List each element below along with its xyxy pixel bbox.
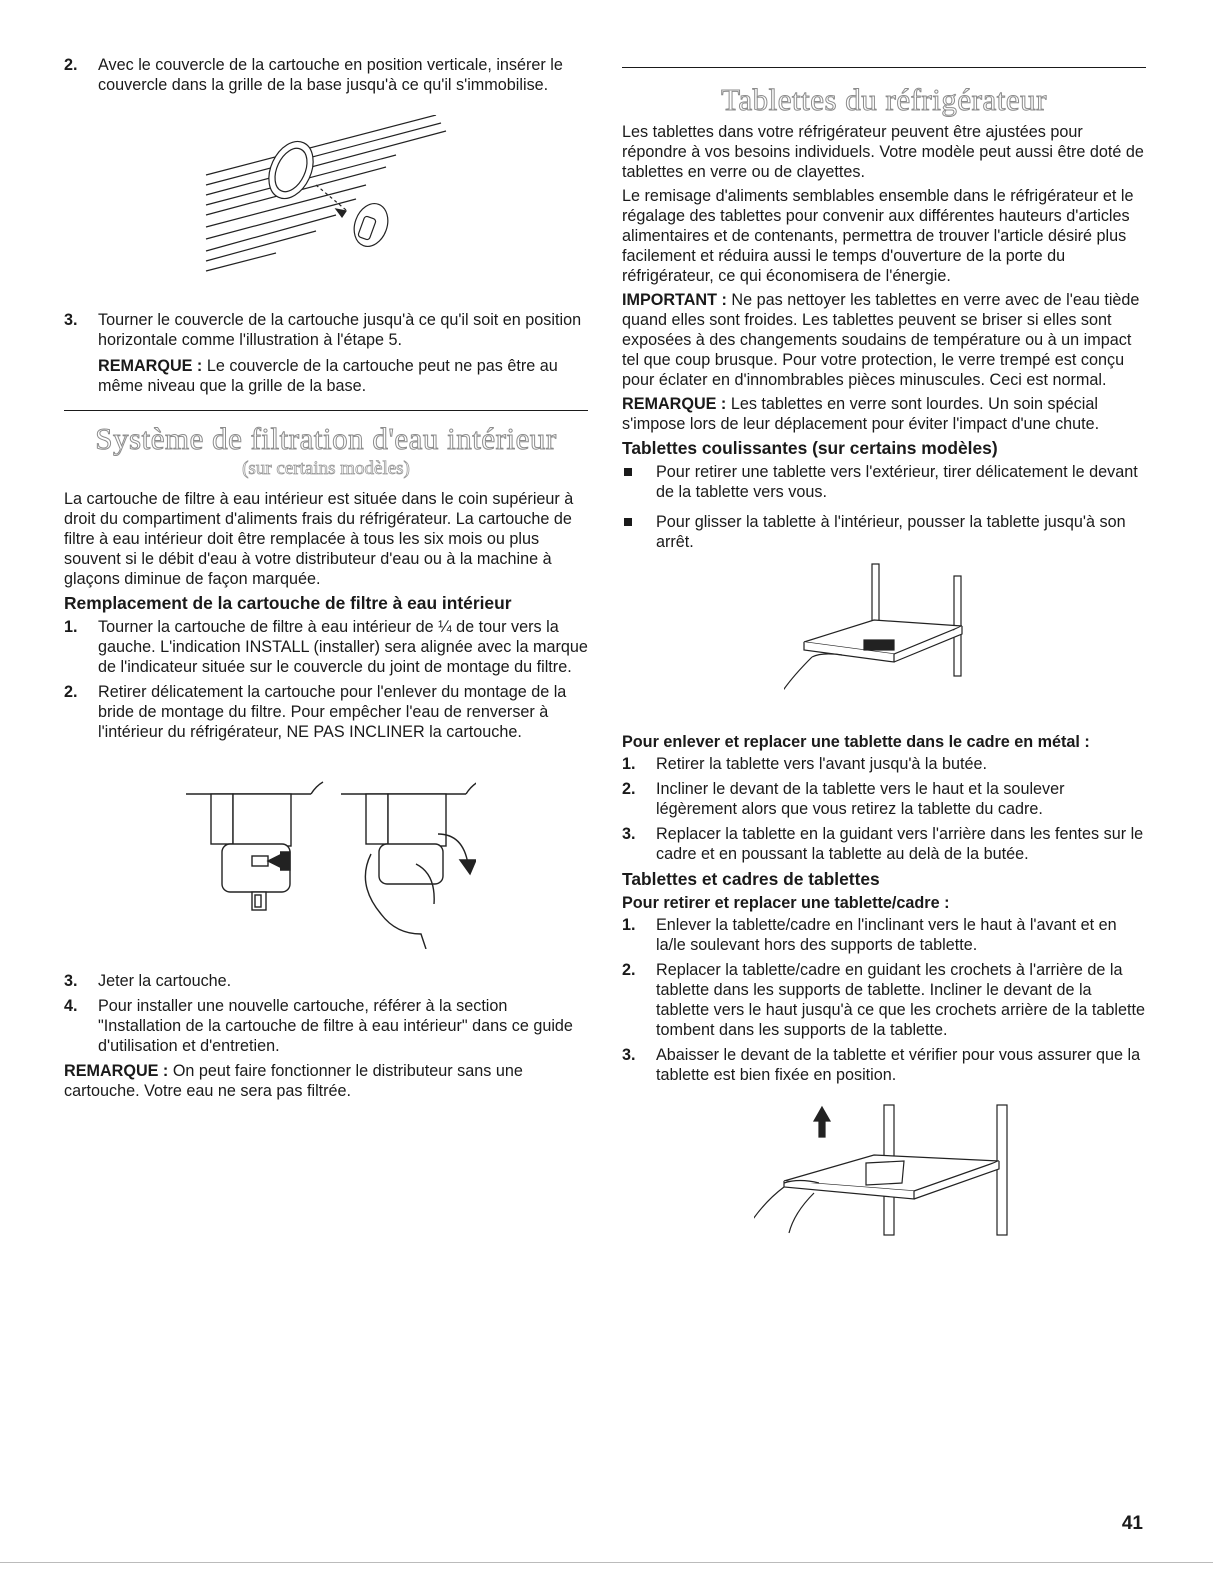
step-number: 2. xyxy=(622,780,636,798)
step-text: Jeter la cartouche. xyxy=(98,972,232,990)
intro-step-3 xyxy=(64,310,588,396)
intro-step-2 xyxy=(64,55,588,95)
shelves-para-2: Le remisage d'aliments semblables ensemble dans le réfrigérateur et le régalage des tablettes pour convenir aux différentes hauteurs d'articles alimentaires et de contenants, permettra de trouver l'article désiré plus facilement et réduira aussi le temps d'ouverture de la porte du réfrigérateur, ce qui économisera de l'énergie. xyxy=(622,187,1134,285)
step-number: 1. xyxy=(622,755,636,773)
step-number: 2. xyxy=(64,683,78,701)
step-number: 3. xyxy=(622,825,636,843)
remark-note xyxy=(622,394,1146,434)
important-text: Ne pas nettoyer les tablettes en verre avec de l'eau tiède quand elles sont froides. Les tablettes peuvent se briser si elles sont exposées à des changements soudains de température ou à un impact tel que coup brusque. Pour votre protection, le verre trempé est conçu pour éclater en d'innombrables pièces minuscules. Ceci est normal. xyxy=(622,291,1140,389)
section-title: Tablettes du réfrigérateur xyxy=(721,82,1047,117)
bullet-text: Pour glisser la tablette à l'intérieur, pousser la tablette jusqu'à son arrêt. xyxy=(656,513,1126,551)
sliding-bullet xyxy=(622,462,1146,502)
step-text: Enlever la tablette/cadre en l'inclinant vers le haut à l'avant et en la/le soulevant hors des supports de tablette. xyxy=(656,916,1117,954)
step-number: 3. xyxy=(64,311,78,329)
filter-removal-illustration xyxy=(176,774,476,949)
remark-label: REMARQUE : xyxy=(98,357,203,375)
step-text: Abaisser le devant de la tablette et vérifier pour vous assurer que la tablette est bien fixée en position. xyxy=(656,1046,1141,1084)
step-text: Tourner la cartouche de filtre à eau intérieur de ¼ de tour vers la gauche. L'indication INSTALL (installer) sera alignée avec la marque de l'indicateur située sur le couvercle du joint de montage du filtre. xyxy=(98,618,588,676)
important-label: IMPORTANT : xyxy=(622,291,727,309)
replace-step-1 xyxy=(64,617,588,677)
step-number: 1. xyxy=(64,618,78,636)
metal-step-2 xyxy=(622,779,1146,819)
left-column xyxy=(64,55,588,1105)
step-number: 2. xyxy=(64,56,78,74)
after-step-3 xyxy=(64,971,588,991)
frames-step-2 xyxy=(622,960,1146,1040)
remark-label: REMARQUE : xyxy=(622,395,727,413)
right-column xyxy=(622,55,1146,1238)
step-number: 1. xyxy=(622,916,636,934)
step-text: Retirer délicatement la cartouche pour l'enlever du montage de la bride de montage du filtre. Pour empêcher l'eau de renverser à l'intérieur du réfrigérateur, NE PAS INCLINER la cartouche. xyxy=(98,683,567,741)
step-text: Replacer la tablette/cadre en guidant les crochets à l'arrière de la tablette dans les supports de tablette. Incliner le devant de la tablette vers le haut jusqu'à ce que les crochets arrière de la tablette tombent dans les supports de la tablette. xyxy=(656,961,1146,1039)
step-number: 3. xyxy=(622,1046,636,1064)
frames-subheading: Pour retirer et replacer une tablette/cadre : xyxy=(622,894,950,912)
step-text: Avec le couvercle de la cartouche en position verticale, insérer le couvercle dans la grille de la base jusqu'à ce qu'il s'immobilise. xyxy=(98,56,563,94)
step-number: 4. xyxy=(64,997,78,1015)
replace-step-2 xyxy=(64,682,588,742)
after-step-4 xyxy=(64,996,588,1056)
remark-text: Le couvercle de la cartouche peut ne pas être au même niveau que la grille de la base. xyxy=(98,357,558,395)
step-text: Replacer la tablette en la guidant vers l'arrière dans les fentes sur le cadre et en poussant la tablette au delà de la butée. xyxy=(656,825,1144,863)
metal-frame-heading: Pour enlever et replacer une tablette dans le cadre en métal : xyxy=(622,733,1090,751)
remark-text: Les tablettes en verre sont lourdes. Un soin spécial s'impose lors de leur déplacement pour éviter l'impact d'une chute. xyxy=(622,395,1100,433)
section-intro: La cartouche de filtre à eau intérieur est située dans le coin supérieur à droit du compartiment d'aliments frais du réfrigérateur. La cartouche de filtre à eau intérieur doit être remplacée à tous les six mois ou plus souvent si le débit d'eau à votre distributeur d'eau ou à la machine à glaçons diminue de façon marquée. xyxy=(64,490,574,588)
frames-step-3 xyxy=(622,1045,1146,1085)
section-title: Système de filtration d'eau intérieur xyxy=(95,421,557,456)
remark-note xyxy=(64,1061,588,1101)
frames-heading: Tablettes et cadres de tablettes xyxy=(622,869,880,889)
important-note xyxy=(622,290,1146,390)
section-divider xyxy=(64,410,588,411)
section-divider xyxy=(622,67,1146,68)
bullet-icon xyxy=(624,518,632,526)
step-text: Pour installer une nouvelle cartouche, référer à la section "Installation de la cartouche de filtre à eau intérieur" dans ce guide d'utilisation et d'entretien. xyxy=(98,997,573,1055)
section-subtitle: (sur certains modèles) xyxy=(242,458,410,479)
remark-label: REMARQUE : xyxy=(64,1062,169,1080)
step-text: Retirer la tablette vers l'avant jusqu'à la butée. xyxy=(656,755,988,773)
shelves-para-1: Les tablettes dans votre réfrigérateur peuvent être ajustées pour répondre à vos besoins individuels. Votre modèle peut aussi être doté de tablettes en verre ou de clayettes. xyxy=(622,123,1144,181)
footer-line xyxy=(0,1562,1213,1563)
step-number: 2. xyxy=(622,961,636,979)
sliding-shelf-illustration xyxy=(784,562,984,702)
step-text: Incliner le devant de la tablette vers le haut et la soulever légèrement alors que vous retirez la tablette du cadre. xyxy=(656,780,1065,818)
shelf-frame-illustration xyxy=(754,1103,1014,1238)
step-text: Tourner le couvercle de la cartouche jusqu'à ce qu'il soit en position horizontale comme l'illustration à l'étape 5. xyxy=(98,311,582,349)
sliding-heading: Tablettes coulissantes (sur certains modèles) xyxy=(622,438,998,458)
bullet-icon xyxy=(624,468,632,476)
remark-note xyxy=(98,356,588,396)
bullet-text: Pour retirer une tablette vers l'extérieur, tirer délicatement le devant de la tablette vers vous. xyxy=(656,463,1138,501)
frames-step-1 xyxy=(622,915,1146,955)
page-number: 41 xyxy=(1121,1513,1143,1534)
step-number: 3. xyxy=(64,972,78,990)
metal-step-3 xyxy=(622,824,1146,864)
sliding-bullet xyxy=(622,512,1146,552)
replace-heading: Remplacement de la cartouche de filtre à eau intérieur xyxy=(64,593,512,613)
metal-step-1 xyxy=(622,754,1146,774)
remark-text: On peut faire fonctionner le distributeur sans une cartouche. Votre eau ne sera pas filtrée. xyxy=(64,1062,523,1100)
cartridge-cover-grille-illustration xyxy=(196,115,456,290)
